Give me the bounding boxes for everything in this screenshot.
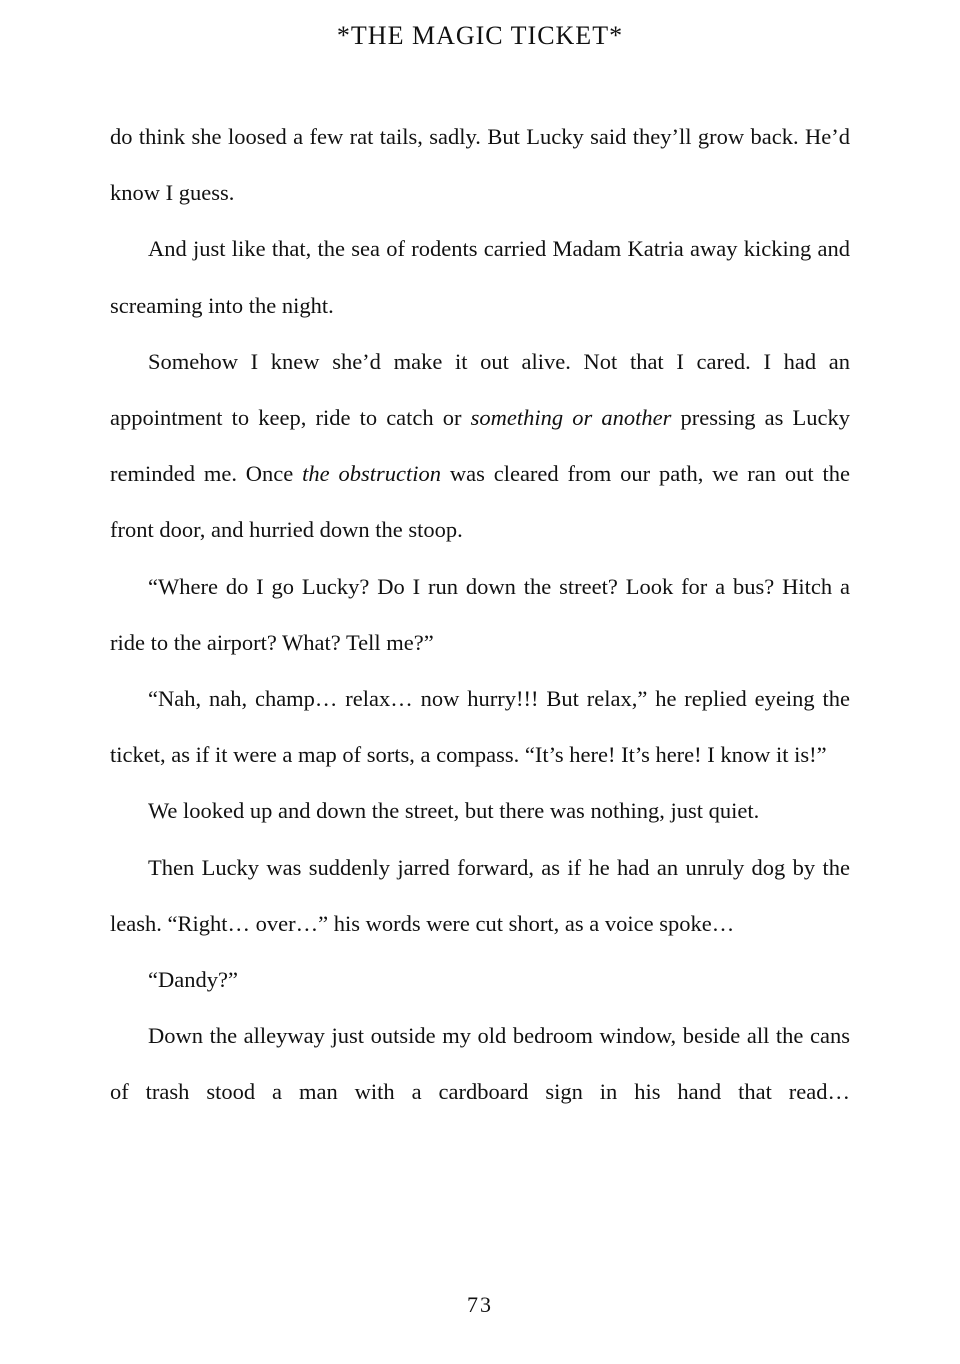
text-segment: Down the alleyway just outside my old bedroom window, beside all the cans of trash stood a man with a cardboard sign in his hand that read… — [110, 1023, 850, 1105]
text-segment: We looked up and down the street, but there was nothing, just quiet. — [148, 798, 760, 824]
body-text — [110, 109, 850, 1121]
running-head-title: *THE MAGIC TICKET* — [336, 21, 624, 50]
text-segment: do think she loosed a few rat tails, sadly. But Lucky said they’ll grow back. He’d know I guess. — [110, 124, 850, 206]
paragraph — [110, 671, 850, 783]
paragraph — [110, 783, 850, 839]
italic-text-segment: the obstruction — [302, 461, 441, 487]
text-segment: “Nah, nah, champ… relax… now hurry!!! But relax,” he replied eyeing the ticket, as if it were a map of sorts, a compass. “It’s here! It’s here! I know it is!” — [110, 686, 850, 768]
paragraph — [110, 840, 850, 952]
paragraph — [110, 334, 850, 559]
italic-text-segment: something or another — [470, 405, 672, 431]
text-segment: “Where do I go Lucky? Do I run down the street? Look for a bus? Hitch a ride to the airport? What? Tell me?” — [110, 573, 850, 655]
text-segment: And just like that, the sea of rodents carried Madam Katria away kicking and screaming into the night. — [110, 236, 850, 318]
text-segment: Then Lucky was suddenly jarred forward, as if he had an unruly dog by the leash. “Right… over…” his words were cut short, as a voice spoke… — [110, 854, 850, 936]
text-segment: was cleared from our path, we ran out the front door, and hurried down the stoop. — [110, 461, 850, 543]
text-segment: pressing as Lucky reminded me. Once — [110, 405, 851, 487]
text-segment: “Dandy?” — [148, 967, 238, 993]
paragraph — [110, 221, 850, 333]
paragraph — [110, 1008, 850, 1120]
paragraph — [110, 109, 850, 221]
paragraph — [110, 952, 850, 1008]
page-number: 73 — [467, 1292, 493, 1317]
paragraph — [110, 559, 850, 671]
text-segment: Somehow I knew she’d make it out alive. Not that I cared. I had an appointment to keep, ride to catch or — [110, 348, 850, 431]
